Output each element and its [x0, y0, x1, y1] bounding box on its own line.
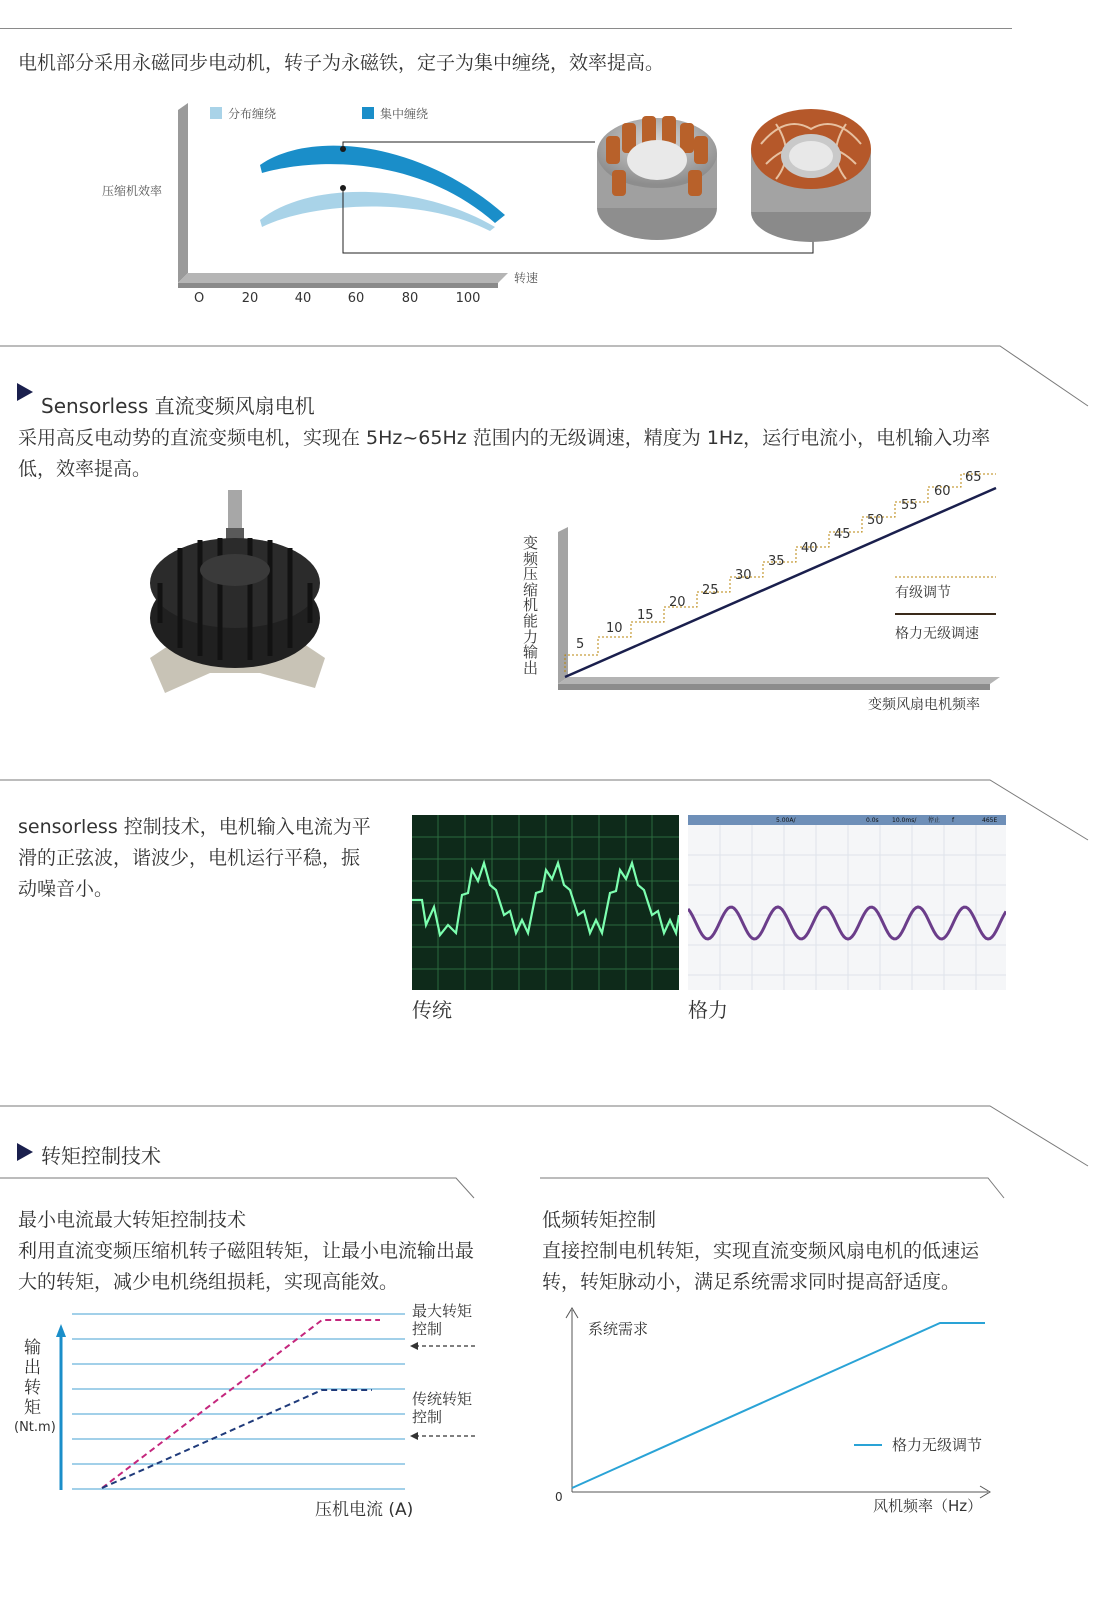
efficiency-chart-ylabel: 压缩机效率: [102, 184, 163, 198]
legend-stepless-label: 格力无级调速: [895, 626, 979, 642]
step-label: 65: [965, 470, 982, 485]
step-label: 40: [801, 541, 818, 556]
step-label: 25: [702, 583, 719, 598]
step-label: 10: [606, 621, 623, 636]
step-label: 5: [576, 637, 585, 652]
stepless-regulation-curve: [572, 1323, 985, 1488]
max-torque-curve: [102, 1320, 380, 1488]
torque-ylabel: 输出转矩: [24, 1338, 41, 1418]
section4-divider: [0, 1100, 1115, 1170]
legend-concentrated-swatch: [362, 107, 374, 119]
scope-readout: 465E: [982, 817, 998, 824]
efficiency-chart-xlabel: 转速: [514, 271, 539, 285]
step-label: 30: [735, 568, 752, 583]
step-chart-ylabel: 变频压缩机能力输出: [523, 534, 539, 677]
scope-readout: 停止: [928, 817, 941, 824]
legend-step-label: 有级调节: [895, 585, 951, 601]
right-sub-divider: [540, 1172, 1020, 1202]
section4-bullet-icon: [17, 1143, 33, 1161]
step-chart-xlabel: 变频风扇电机频率: [868, 697, 980, 713]
lowfreq-xlabel: 风机频率（Hz）: [873, 1497, 983, 1515]
distributed-winding-curve: [260, 192, 495, 231]
step-regulation-line: [565, 474, 996, 672]
step-label: 60: [934, 484, 951, 499]
distributed-stator-photo: [746, 94, 876, 249]
top-divider: [0, 28, 1012, 29]
step-chart-x-axis-top: [558, 677, 1000, 684]
tick-label: 80: [401, 291, 419, 306]
lowfreq-origin: 0: [555, 1490, 563, 1504]
caption-traditional: 传统: [412, 998, 452, 1022]
step-label: 45: [834, 527, 851, 542]
scope-readout: 5.00A/: [776, 817, 796, 824]
efficiency-chart-y-axis-side: [178, 103, 188, 283]
step-frequency-chart: [520, 462, 1010, 722]
step-label: 55: [901, 498, 918, 513]
legend-concentrated-label: 集中缠绕: [380, 107, 429, 121]
section1-intro: 电机部分采用永磁同步电动机，转子为永磁铁，定子为集中缠绕，效率提高。: [18, 52, 665, 74]
left-desc: 利用直流变频压缩机转子磁阻转矩，让最小电流输出最大的转矩，减少电机绕组损耗，实现高能效。: [18, 1240, 475, 1293]
efficiency-chart: [90, 95, 560, 315]
efficiency-chart-x-axis-top: [178, 273, 508, 283]
left-sub-divider: [0, 1172, 480, 1202]
concentrated-stator-photo: [592, 98, 722, 248]
legend-distributed-label: 分布缠绕: [228, 107, 277, 121]
gree-oscilloscope-image: [688, 815, 1006, 990]
stepless-regulation-line: [565, 488, 996, 677]
right-heading: 低频转矩控制: [542, 1209, 657, 1231]
step-label: 35: [768, 554, 785, 569]
caption-gree: 格力: [688, 998, 728, 1022]
tick-label: O: [194, 291, 205, 306]
concentrated-leader-line: [343, 142, 560, 149]
right-desc: 直接控制电机转矩，实现直流变频风扇电机的低速运转，转矩脉动小，满足系统需求同时提高舒适度。: [542, 1240, 980, 1293]
lowfreq-legend-label: 格力无级调节: [892, 1436, 983, 1454]
section3-text: sensorless 控制技术，电机输入电流为平滑的正弦波，谐波少，电机运行平稳，振动噪音小。: [18, 816, 371, 900]
step-chart-y-axis: [558, 527, 568, 684]
traditional-oscilloscope-image: [412, 815, 679, 990]
scope-readout: 10.0ms/: [892, 817, 917, 824]
tick-label: 60: [347, 291, 365, 306]
section2-bullet-icon: [17, 383, 33, 401]
scope-readout: f: [952, 817, 955, 824]
tick-label: 40: [294, 291, 312, 306]
efficiency-chart-x-axis-front: [178, 283, 498, 288]
legend-distributed-swatch: [210, 107, 222, 119]
step-label: 20: [669, 595, 686, 610]
label-max-torque: 最大转矩控制: [412, 1302, 473, 1338]
step-chart-x-axis-front: [558, 684, 990, 690]
section2-desc: 采用高反电动势的直流变频电机，实现在 5Hz~65Hz 范围内的无级调速，精度为 1Hz，运行电流小，电机输入功率低，效率提高。: [18, 427, 991, 480]
step-label: 50: [867, 513, 884, 528]
section4-title: 转矩控制技术: [41, 1144, 161, 1168]
left-heading: 最小电流最大转矩控制技术: [18, 1209, 247, 1231]
low-frequency-torque-chart: [550, 1300, 1010, 1525]
label-traditional-torque: 传统转矩控制: [412, 1390, 473, 1426]
step-label: 15: [637, 608, 654, 623]
section2-title: Sensorless 直流变频风扇电机: [41, 394, 315, 418]
lowfreq-ylabel: 系统需求: [588, 1320, 649, 1338]
scope-readout: 0.0s: [866, 817, 879, 824]
torque-y-axis-arrowhead: [56, 1324, 66, 1337]
tick-label: 20: [241, 291, 259, 306]
torque-xlabel: 压机电流 (A): [315, 1500, 414, 1520]
torque-yunit: (Nt.m): [14, 1420, 56, 1435]
fan-motor-photo: [140, 488, 330, 713]
tick-label: 100: [455, 291, 481, 306]
